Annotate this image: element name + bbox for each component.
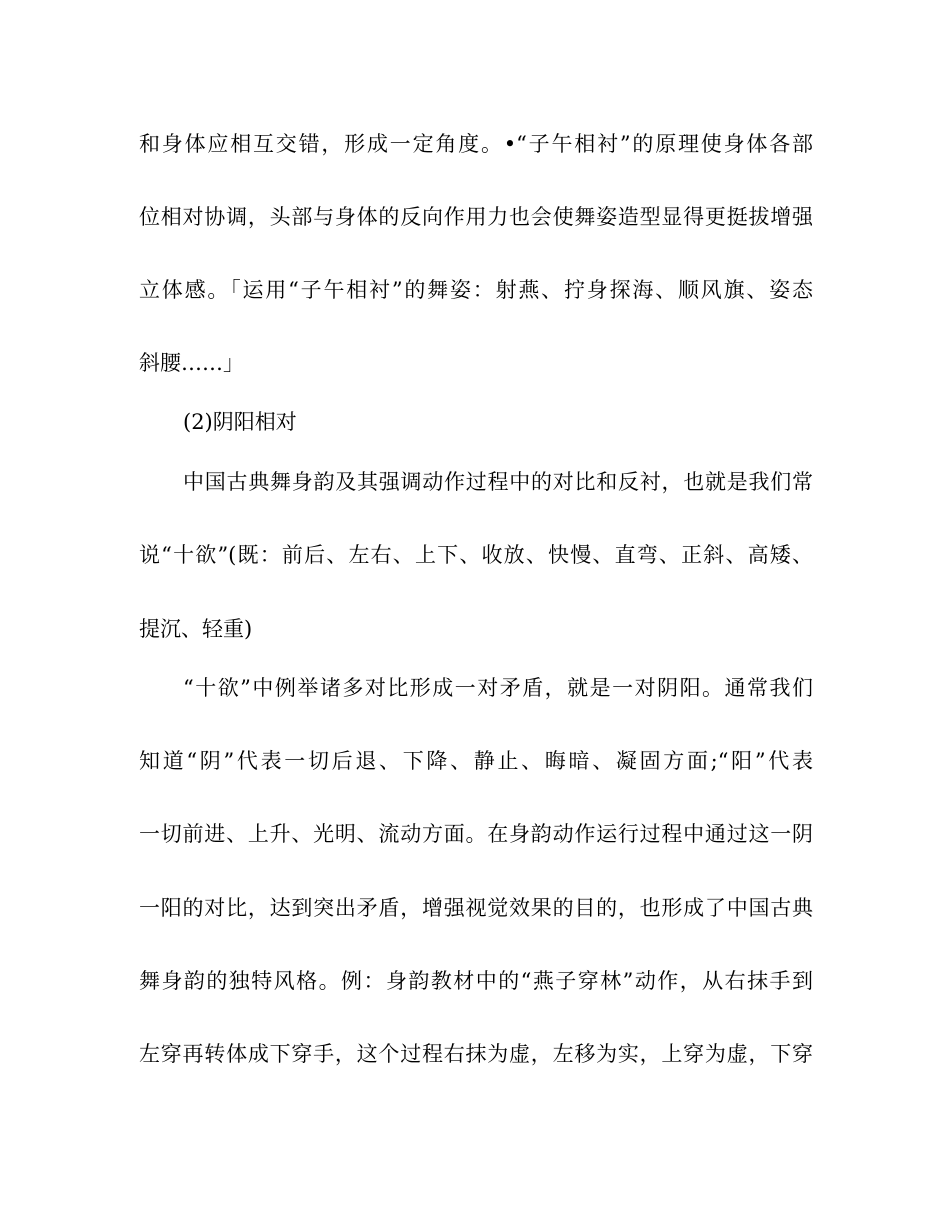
text-line: 左穿再转体成下穿手，这个过程右抹为虚，左移为实，上穿为虚，下穿 (139, 1042, 813, 1066)
text-line: 说“十欲”(既：前后、左右、上下、收放、快慢、直弯、正斜、高矮、 (139, 543, 813, 567)
text-line: 提沉、轻重) (139, 617, 253, 641)
text-line: 中国古典舞身韵及其强调动作过程中的对比和反衬，也就是我们常 (183, 470, 813, 494)
text-line: 一切前进、上升、光明、流动方面。在身韵动作运行过程中通过这一阴 (139, 822, 813, 846)
text-line: 舞身韵的独特风格。例：身韵教材中的“燕子穿林”动作，从右抹手到 (139, 969, 813, 993)
text-line: 一阳的对比，达到突出矛盾，增强视觉效果的目的，也形成了中国古典 (139, 896, 813, 920)
text-line: 和身体应相互交错，形成一定角度。•“子午相衬”的原理使身体各部 (139, 132, 813, 156)
section-heading: (2)阴阳相对 (183, 410, 297, 434)
text-line: 立体感。「运用“子午相衬”的舞姿：射燕、拧身探海、顺风旗、姿态 (139, 278, 813, 302)
text-line: 斜腰……」 (139, 351, 244, 375)
text-line: “十欲”中例举诸多对比形成一对矛盾，就是一对阴阳。通常我们 (183, 676, 813, 700)
text-line: 位相对协调，头部与身体的反向作用力也会使舞姿造型显得更挺拔增强 (139, 205, 813, 229)
text-line: 知道“阴”代表一切后退、下降、静止、晦暗、凝固方面;“阳”代表 (139, 749, 813, 773)
